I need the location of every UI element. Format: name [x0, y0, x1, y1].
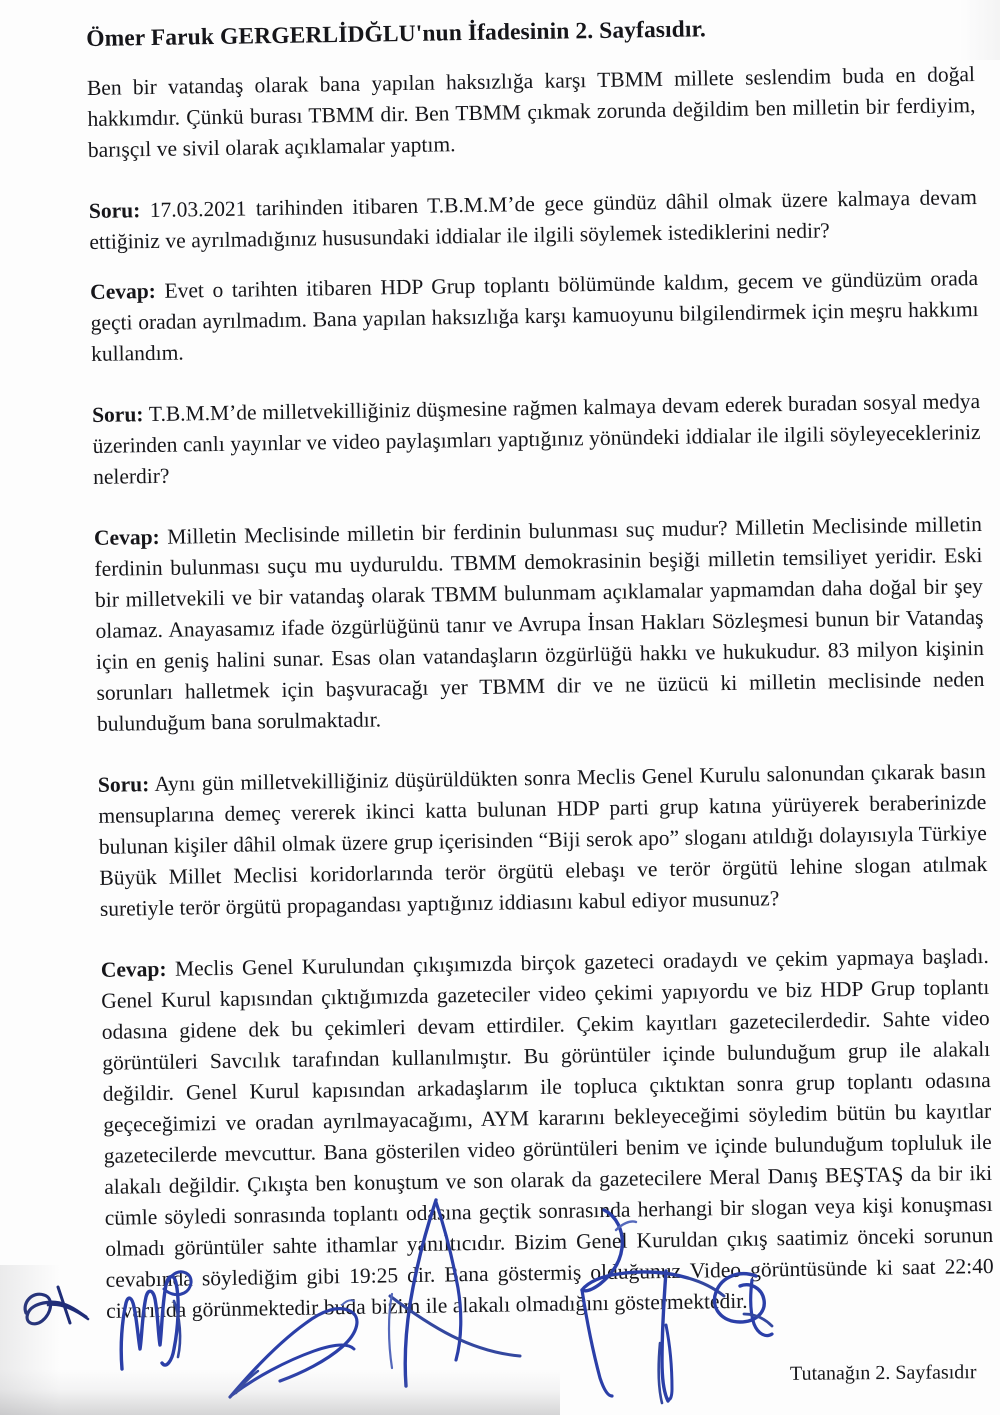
scan-shadow-bottom — [0, 1369, 560, 1415]
answer-paragraph-3 — [101, 941, 995, 1327]
page-title: Ömer Faruk GERGERLİDĞLU'nun İfadesinin 2. Sayfasıdır. — [86, 16, 707, 52]
document-body — [86, 16, 994, 1348]
question-paragraph-3 — [98, 756, 988, 925]
question-label-1: Soru: — [88, 198, 141, 223]
scan-shadow-left — [0, 1265, 60, 1415]
question-label-3: Soru: — [97, 772, 150, 797]
question-paragraph-1 — [89, 182, 978, 258]
answer-label-2: Cevap: — [93, 524, 160, 550]
answer-text-1: Evet o tarihten itibaren HDP Grup toplantı bölümünde kaldım, gecem ve gündüzüm orada geçti oradan ayrılmadım. Bana yapılan haksızlığa karşı kamuoyunu bilgilendirmek için meşru hakkımı kullandım. — [90, 266, 979, 366]
answer-label-1: Cevap: — [89, 278, 157, 304]
answer-text-2: Milletin Meclisinde milletin bir ferdinin bulunması suç mudur? Milletin Meclisinde milletin ferdinin bulunması suçu mu uyduruldu. TBMM demokrasinin beşiği milletin temsiliyet yeridir. Eski bir milletvekili ve bir vatandaş olarak TBMM bulunmam açıklamalar yapmamdan daha doğal bir şey olamaz. Anayasamız ifade özgürlüğünü tanır ve Avrupa İnsan Hakları Sözleşmesi bunun bir Vatandaş için en geniş halini sunar. Esas olan vatandaşların özgürlüğü hakkı ve hukukudur. 83 milyon kişinin sorunları halletmek için başvuracağı yer TBMM dir ve ne üzücü ki milletin meclisinde neden bulunduğum bana sorulmaktadır. — [94, 511, 985, 736]
footer-note: Tutanağın 2. Sayfasıdır — [789, 1361, 977, 1385]
question-paragraph-2 — [92, 386, 981, 493]
opening-statement-text: Ben bir vatandaş olarak bana yapılan haksızlığa karşı TBMM millete seslendim buda en doğal hakkımdır. Çünkü burası TBMM dir. Ben TBMM çıkmak zorunda değildim ben milletin bir ferdiyim, barışçıl ve sivil olarak açıklamalar yaptım. — [86, 62, 976, 162]
answer-text-3: Meclis Genel Kurulundan çıkışımızda birçok gazeteci oradaydı ve çekim yapmaya başladı. Genel Kurul kapısından çıktığımızda gazeteciler video çekimi yapıyordu ve biz HDP Grup toplantı odasına gidene dek bu çekimleri devam ettirdiler. Çekim kayıtları gazetecilerdedir. Sahte video görüntüleri Savcılık tarafından kullanılmıştır. Bu görüntüler içinde bulunduğum grup ile alakalı değildir. Genel Kurul kapısından arkadaşlarım ile topluca çıktıktan sonra grup toplantı odasına geçeceğimizi ve oradan ayrılmayacağımı, AYM kararını bekleyeceğimi söyledim bütün bu kayıtlar gazetecilerde mevcuttur. Bana gösterilen video görüntüleri benim ve içinde bulunduğum topluluk ile alakalı değildir. Çıkışta ben konuştum ve son olarak da gazetecilere Meral Danış BEŞTAŞ da bir iki cümle söyledi sonrasında toplantı odasına geçtik sonrasında herhangi bir slogan veya kişi konuşması olmadı görüntüler sahte ithamlar yanıltıcıdır. Bizim Genel Kuruldan çıkış saatimiz önceki sorunun cevabında söylediğim gibi 19:25 dir. Bana göstermiş olduğunuz Video görüntüsünde ki saat 22:40 civarında görünmektedir buda bizim ile alakalı olmadığını göstermektedir. — [101, 943, 994, 1323]
question-text-2: T.B.M.M’de milletvekilliğiniz düşmesine rağmen kalmaya devam ederek buradan sosyal medya üzerinden canlı yayınlar ve video paylaşımları yaptığınız yönündeki iddialar ile ilgili söyleyecekleriniz nelerdir? — [92, 389, 981, 489]
answer-label-3: Cevap: — [100, 956, 167, 982]
opening-statement-paragraph — [87, 59, 976, 166]
answer-paragraph-1 — [90, 263, 979, 370]
question-text-1: 17.03.2021 tarihinden itibaren T.B.M.M’de gece gündüz dâhil olmak üzere kalmaya devam ettiğiniz ve ayrılmadığınız hususundaki iddialar ile ilgili söylemek istediklerini nedir? — [89, 185, 978, 254]
question-text-3: Aynı gün milletvekilliğiniz düşürüldükten sonra Meclis Genel Kurulu salonundan çıkarak basın mensuplarına demeç vererek ikinci katta bulunan HDP parti grup katına yürüyerek beraberinizde bulunan kişiler dâhil olmak üzere grup içerisinden “Biji serok apo” sloganı atıldığı dolayısıyla Türkiye Büyük Millet Meclisi koridorlarında terör örgütü elebaşı ve terör örgütü lehine slogan atılmak suretiyle terör örgütü propagandası yaptığınız iddiasını kabul ediyor musunuz? — [98, 758, 988, 921]
question-label-2: Soru: — [91, 402, 144, 427]
answer-paragraph-2 — [94, 509, 985, 740]
